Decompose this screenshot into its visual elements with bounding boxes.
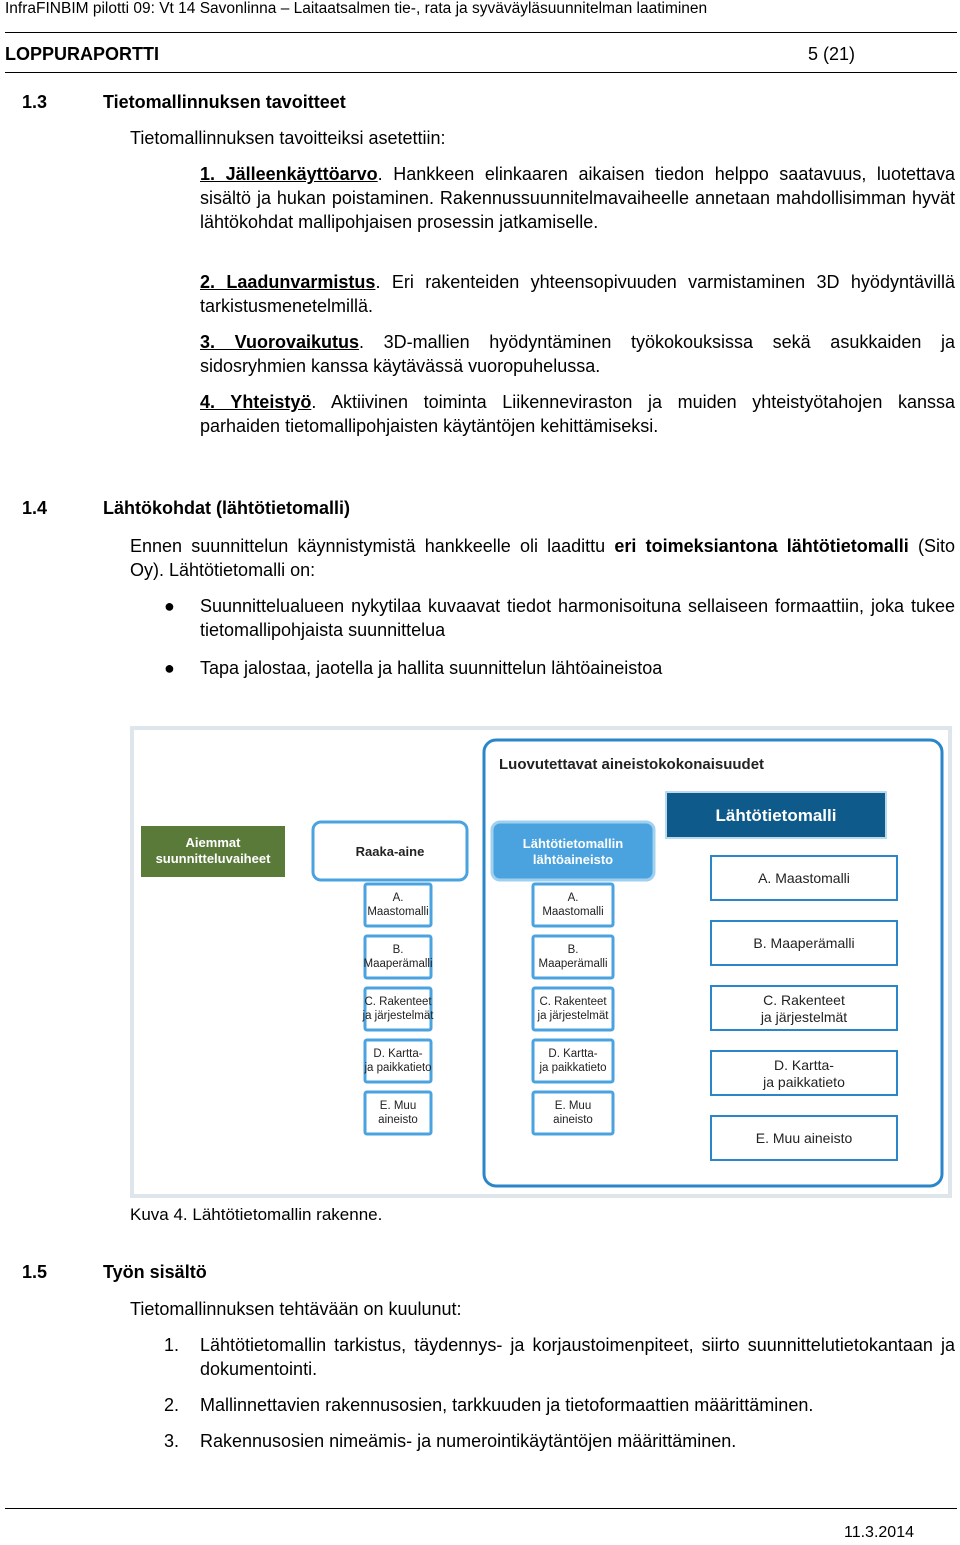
model-item-label: ja järjestelmät <box>760 1009 848 1025</box>
model-item-label: ja paikkatieto <box>763 1074 845 1090</box>
bullet-item-2: Tapa jalostaa, jaotella ja hallita suunnittelun lähtöaineistoa <box>200 658 663 678</box>
raw-material-title: Raaka-aine <box>355 844 425 859</box>
paragraph-emphasis: eri toimeksiantona lähtötietomalli <box>614 536 909 556</box>
model-item-label: B. Maaperämalli <box>753 935 855 951</box>
task-number-1: 1. <box>164 1335 180 1355</box>
section-paragraph-1-4 <box>130 534 955 582</box>
diagram-item-label: C. Rakenteet <box>539 996 607 1008</box>
goal-item-1 <box>200 162 955 234</box>
page-number: 5 (21) <box>808 44 856 64</box>
section-number-1-4: 1.4 <box>22 498 48 518</box>
model-item-label: E. Muu aineisto <box>755 1130 853 1146</box>
footer-divider <box>5 1508 957 1509</box>
task-item-2: Mallinnettavien rakennusosien, tarkkuuden ja tietoformaattien määrittäminen. <box>200 1395 814 1415</box>
footer-date: 11.3.2014 <box>844 1524 914 1541</box>
diagram-item-label: Maaperämalli <box>363 958 433 970</box>
task-item-3: Rakennusosien nimeämis- ja numerointikäytäntöjen määrittäminen. <box>200 1431 737 1451</box>
model-title: Lähtötietomalli <box>715 806 837 825</box>
diagram-item-box <box>365 1092 431 1134</box>
diagram-item-label: A. <box>392 892 404 904</box>
paragraph-text: Ennen suunnittelun käynnistymistä hankkeelle oli laadittu <box>130 536 615 556</box>
goal-text: . 3D-mallien hyödyntäminen työkokouksissa sekä asukkaiden ja sidosryhmien kanssa käytävässä vuoropuhelussa. <box>200 332 955 376</box>
diagram-item-label: ja paikkatieto <box>364 1062 432 1074</box>
model-item-label: D. Kartta- <box>774 1057 834 1073</box>
diagram-item-label: B. <box>567 944 579 956</box>
diagram-item-label: Maaperämalli <box>538 958 608 970</box>
diagram-item-label: A. <box>567 892 579 904</box>
figure-diagram <box>130 726 952 1198</box>
task-number-2: 2. <box>164 1395 180 1415</box>
goal-text: . Hankkeen elinkaaren aikaisen tiedon helppo saatavuus, luotettava sisältö ja hukan poistaminen. Rakennussuunnitelmavaiheelle annetaan mahdollisimman hyvät lähtökohdat mallipohjaisen prosessin jatkamiselle. <box>200 164 955 232</box>
diagram-item-label: Maastomalli <box>542 906 604 918</box>
goal-item-4 <box>200 390 955 438</box>
diagram-item-label: ja järjestelmät <box>362 1010 434 1022</box>
section-title-1-3: Tietomallinnuksen tavoitteet <box>103 92 346 112</box>
model-item-label: A. Maastomalli <box>758 870 850 886</box>
figure-caption: Kuva 4. Lähtötietomallin rakenne. <box>130 1205 383 1224</box>
previous-stages-label-1: Aiemmat <box>185 835 241 850</box>
source-data-title-2: lähtöaineisto <box>532 852 614 867</box>
diagram-item-label: E. Muu <box>554 1100 592 1112</box>
goal-lead: 2. Laadunvarmistus <box>200 272 376 292</box>
diagram-item-box <box>365 988 431 1030</box>
source-data-items <box>533 884 613 1134</box>
goal-item-2 <box>200 270 955 318</box>
diagram-item-label: aineisto <box>378 1114 418 1126</box>
section-intro-1-3: Tietomallinnuksen tavoitteiksi asetettiin: <box>130 128 446 148</box>
section-intro-1-5: Tietomallinnuksen tehtävään on kuulunut: <box>130 1299 462 1319</box>
document-header-title: InfraFINBIM pilotti 09: Vt 14 Savonlinna – Laitaatsalmen tie-, rata ja syväväyläsuunnitelman laatiminen <box>5 0 708 17</box>
model-item-label: C. Rakenteet <box>763 992 845 1008</box>
diagram-item-label: D. Kartta- <box>373 1048 423 1060</box>
goal-lead: 1. Jälleenkäyttöarvo <box>200 164 378 184</box>
diagram-item-box <box>533 988 613 1030</box>
raw-material-items <box>362 884 435 1134</box>
diagram-item-label: Maastomalli <box>367 906 429 918</box>
section-title-1-4: Lähtökohdat (lähtötietomalli) <box>103 498 350 518</box>
diagram-item-label: ja paikkatieto <box>539 1062 607 1074</box>
diagram-item-label: B. <box>392 944 404 956</box>
section-number-1-5: 1.5 <box>22 1262 48 1282</box>
diagram-item-label: ja järjestelmät <box>537 1010 609 1022</box>
bullet-icon: ● <box>164 658 175 678</box>
task-item-1: Lähtötietomallin tarkistus, täydennys- ja korjaustoimenpiteet, siirto suunnittelutietokantaan ja dokumentointi. <box>200 1335 955 1379</box>
header-divider-2 <box>5 72 957 73</box>
bullet-icon: ● <box>164 596 175 616</box>
diagram-item-box <box>365 884 431 926</box>
source-data-header <box>492 822 654 880</box>
goal-text: . Eri rakenteiden yhteensopivuuden varmistaminen 3D hyödyntävillä tarkistusmenetelmillä. <box>200 272 955 316</box>
diagram-item-label: D. Kartta- <box>548 1048 598 1060</box>
diagram-item-box <box>533 936 613 978</box>
goal-lead: 3. Vuorovaikutus <box>200 332 359 352</box>
paragraph-text: (Sito Oy). Lähtötietomalli on: <box>130 536 956 580</box>
diagram-item-box <box>365 936 431 978</box>
outer-title: Luovutettavat aineistokokonaisuudet <box>499 756 765 773</box>
goal-text: . Aktiivinen toiminta Liikenneviraston ja muiden yhteistyötahojen kanssa parhaiden tietomallipohjaisten käytäntöjen kehittämiseksi. <box>200 392 955 436</box>
diagram-item-label: C. Rakenteet <box>364 996 432 1008</box>
report-label: LOPPURAPORTTI <box>5 44 160 64</box>
header-divider <box>5 32 957 33</box>
diagram-item-box <box>533 1092 613 1134</box>
section-number-1-3: 1.3 <box>22 92 48 112</box>
diagram-item-box <box>365 1040 431 1082</box>
diagram-item-label: aineisto <box>553 1114 593 1126</box>
goal-lead: 4. Yhteistyö <box>200 392 312 412</box>
bullet-item-1: Suunnittelualueen nykytilaa kuvaavat tiedot harmonisoituna sellaiseen formaattiin, joka tukee tietomallipohjaista suunnittelua <box>200 596 955 640</box>
diagram-item-label: E. Muu <box>379 1100 417 1112</box>
task-number-3: 3. <box>164 1431 180 1451</box>
goal-item-3 <box>200 330 955 378</box>
source-data-title-1: Lähtötietomallin <box>522 836 624 851</box>
diagram-item-box <box>533 884 613 926</box>
diagram-item-box <box>533 1040 613 1082</box>
section-title-1-5: Työn sisältö <box>103 1262 207 1282</box>
previous-stages-label-2: suunnitteluvaiheet <box>155 851 271 866</box>
